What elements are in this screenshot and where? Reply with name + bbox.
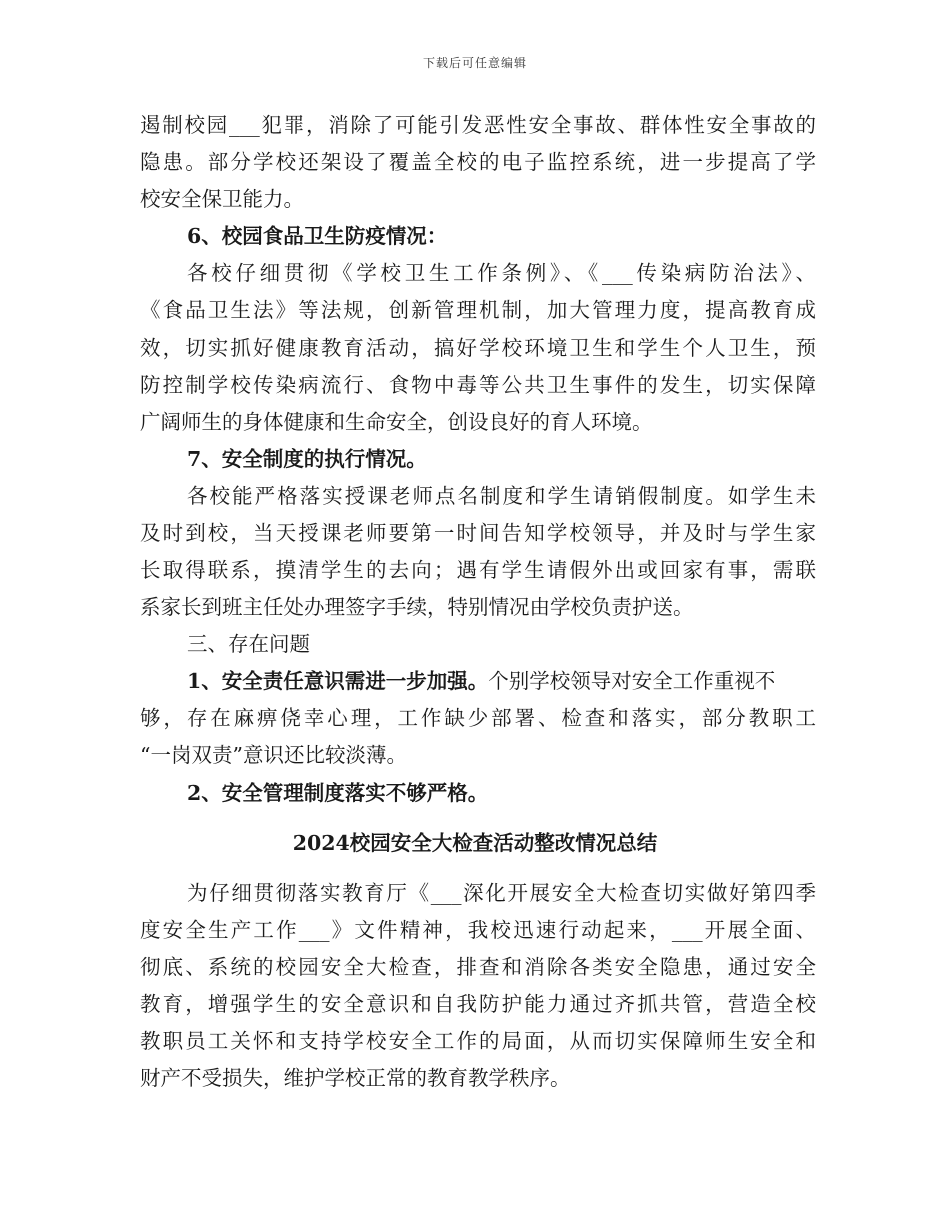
paragraph-line: 度安全生产工作___》文件精神，我校迅速行动起来，___开展全面、 (140, 918, 816, 942)
paragraph-line: 隐患。部分学校还架设了覆盖全校的电子监控系统，进一步提高了学 (140, 150, 816, 174)
paragraph-line: 够，存在麻痹侥幸心理，工作缺少部署、检查和落实，部分教职工 (140, 706, 816, 730)
paragraph-line: 及时到校，当天授课老师要第一时间告知学校领导，并及时与学生家 (140, 521, 816, 545)
paragraph-line: 财产不受损失，维护学校正常的教育教学秩序。 (140, 1066, 571, 1090)
paragraph-line: 彻底、系统的校园安全大检查，排查和消除各类安全隐患，通过安全 (140, 955, 816, 979)
paragraph-line: 防控制学校传染病流行、食物中毒等公共卫生事件的发生，切实保障 (140, 373, 816, 397)
paragraph-line: 系家长到班主任处办理签字手续，特别情况由学校负责护送。 (140, 595, 694, 619)
paragraph-line: 各校仔细贯彻《学校卫生工作条例》、《___传染病防治法》、 (187, 261, 816, 285)
paragraph-line (187, 667, 816, 695)
paragraph-line: 广阔师生的身体健康和生命安全，创设良好的育人环境。 (140, 410, 653, 434)
document-title: 2024校园安全大检查活动整改情况总结 (292, 831, 658, 855)
section-heading-7: 7、安全制度的执行情况。 (187, 447, 427, 471)
paragraph-line: 教职员工关怀和支持学校安全工作的局面，从而切实保障师生安全和 (140, 1029, 816, 1053)
paragraph-line: 教育，增强学生的安全意识和自我防护能力通过齐抓共管，营造全校 (140, 992, 816, 1016)
paragraph-line: “一岗双责”意识还比较淡薄。 (140, 743, 407, 767)
paragraph-line: 效，切实抓好健康教育活动，搞好学校环境卫生和学生个人卫生，预 (140, 336, 816, 360)
page-header: 下载后可任意编辑 (422, 56, 527, 70)
section-heading-3: 三、存在问题 (187, 632, 310, 656)
issue-2-heading: 2、安全管理制度落实不够严格。 (187, 781, 489, 805)
issue-1-text: 个别学校领导对安全工作重视不 (488, 669, 776, 693)
paragraph-line: 《食品卫生法》等法规，创新管理机制，加大管理力度，提高教育成 (140, 298, 816, 322)
section-heading-6: 6、校园食品卫生防疫情况： (187, 224, 448, 248)
paragraph-line: 遏制校园___犯罪，消除了可能引发恶性安全事故、群体性安全事故的 (140, 113, 816, 137)
issue-1-heading: 1、安全责任意识需进一步加强。 (187, 669, 489, 693)
paragraph-line: 长取得联系，摸清学生的去向；遇有学生请假外出或回家有事，需联 (140, 558, 816, 582)
paragraph-line: 各校能严格落实授课老师点名制度和学生请销假制度。如学生未 (187, 484, 816, 508)
paragraph-line: 为仔细贯彻落实教育厅《___深化开展安全大检查切实做好第四季 (187, 881, 816, 905)
paragraph-line: 校安全保卫能力。 (140, 187, 304, 211)
